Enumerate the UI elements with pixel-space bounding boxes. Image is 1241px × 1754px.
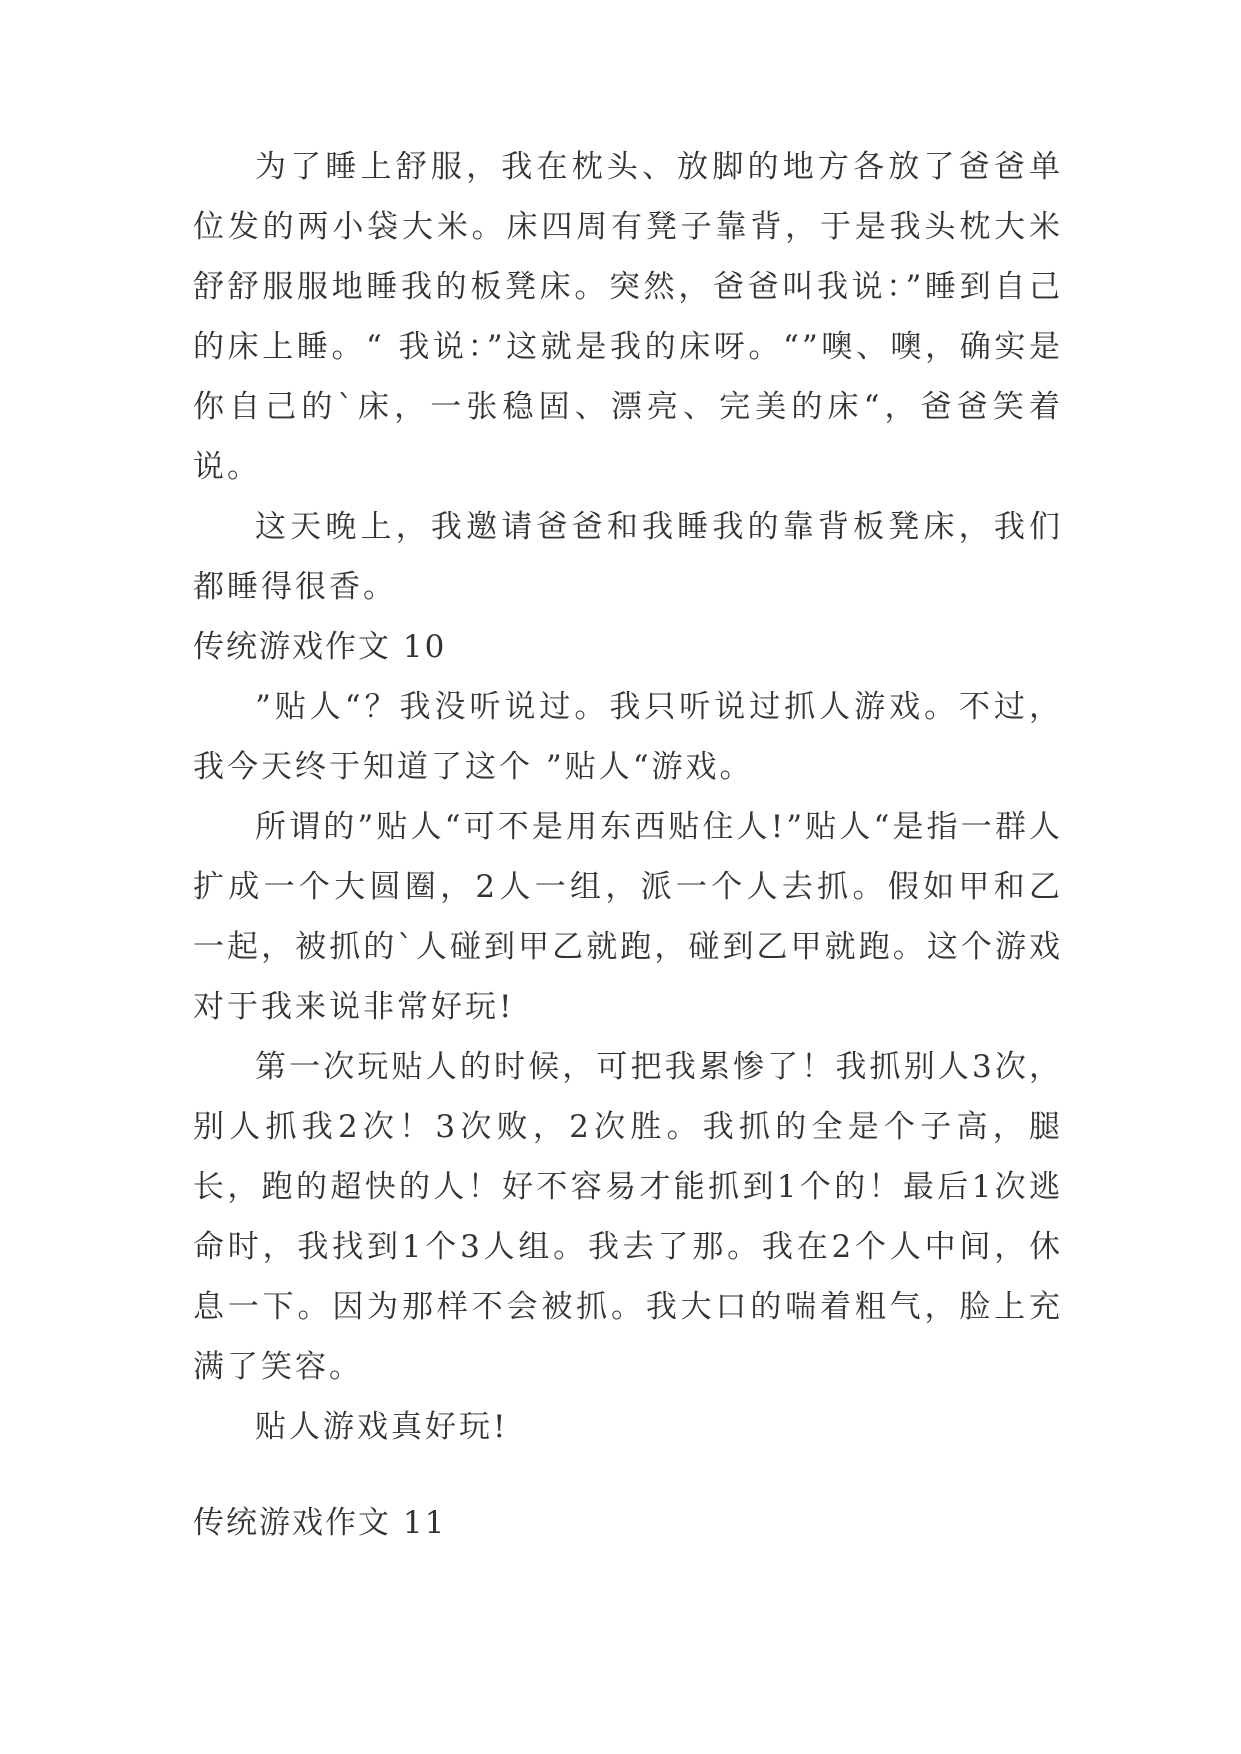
paragraph: 贴人游戏真好玩! [255, 1409, 509, 1445]
paragraph: 所谓的”贴人“可不是用东西贴住人!”贴人“是指一群人扩成一个大圆圈，2人一组，派一个人去抓。假如甲和乙一起，被抓的`人碰到甲乙就跑，碰到乙甲就跑。这个游戏对于我来说非常好玩! [193, 809, 1063, 1025]
paragraph: ”贴人“？我没听说过。我只听说过抓人游戏。不过，我今天终于知道了这个 ”贴人“游戏。 [193, 689, 1063, 785]
essay-10-title: 传统游戏作文 10 [193, 629, 447, 665]
paragraph: 为了睡上舒服，我在枕头、放脚的地方各放了爸爸单位发的两小袋大米。床四周有凳子靠背，于是我头枕大米舒舒服服地睡我的板凳床。突然，爸爸叫我说：”睡到自己的床上睡。“ 我说：”这就是我的床呀。“”噢、噢，确实是你自己的`床，一张稳固、漂亮、完美的床“，爸爸笑着说。 [193, 149, 1063, 485]
paragraph: 第一次玩贴人的时候，可把我累惨了！我抓别人3次，别人抓我2次！3次败，2次胜。我抓的全是个子高，腿长，跑的超快的人！好不容易才能抓到1个的！最后1次逃命时，我找到1个3人组。我去了那。我在2个人中间，休息一下。因为那样不会被抓。我大口的喘着粗气，脸上充满了笑容。 [193, 1049, 1063, 1385]
paragraph: 这天晚上，我邀请爸爸和我睡我的靠背板凳床，我们都睡得很香。 [193, 509, 1063, 605]
essay-11-title: 传统游戏作文 11 [193, 1505, 447, 1541]
essay-9-body [193, 137, 1063, 617]
essay-10-body [193, 677, 1063, 1457]
